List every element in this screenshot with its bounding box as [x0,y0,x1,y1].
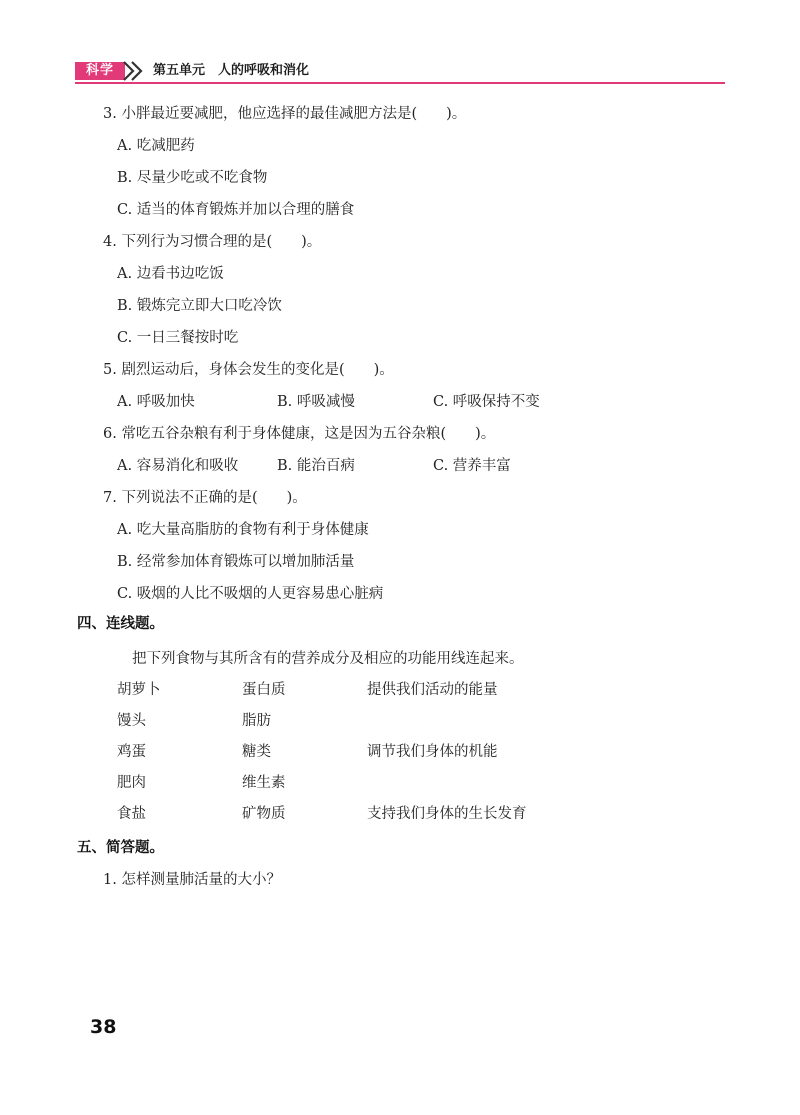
section-instruction: 把下列食物与其所含有的营养成分及相应的功能用线连起来。 [132,651,524,667]
unit-title: 第五单元 人的呼吸和消化 [153,63,310,78]
nutrient-item[interactable]: 蛋白质 [242,682,286,698]
function-item[interactable]: 支持我们身体的生长发育 [367,806,527,822]
question-stem: 1. 怎样测量肺活量的大小？ [103,872,281,888]
section-title: 五、简答题。 [77,840,164,856]
option-a: A. 呼吸加快 [117,394,195,410]
food-item[interactable]: 肥肉 [117,775,146,791]
option-a: A. 容易消化和吸收 [117,458,239,474]
answer-area[interactable] [103,900,723,1000]
question-stem: 4. 下列行为习惯合理的是( )。 [103,234,322,250]
question-stem: 3. 小胖最近要减肥，他应选择的最佳减肥方法是( )。 [103,106,467,122]
subject-tab: 科学 [75,62,125,80]
option-c: C. 呼吸保持不变 [433,394,540,410]
page-header [75,60,725,84]
nutrient-item[interactable]: 脂肪 [242,713,271,729]
option-b: B. 经常参加体育锻炼可以增加肺活量 [117,554,355,570]
function-item[interactable]: 调节我们身体的机能 [367,744,498,760]
food-item[interactable]: 食盐 [117,806,146,822]
option-b: B. 呼吸减慢 [277,394,355,410]
option-a: A. 吃减肥药 [117,138,195,154]
option-a: A. 边看书边吃饭 [117,266,224,282]
question-stem: 5. 剧烈运动后，身体会发生的变化是( )。 [103,362,394,378]
section-title: 四、连线题。 [77,616,164,632]
function-item[interactable]: 提供我们活动的能量 [367,682,498,698]
double-chevron-right-icon [121,60,147,82]
option-c: C. 吸烟的人比不吸烟的人更容易患心脏病 [117,586,384,602]
question-stem: 6. 常吃五谷杂粮有利于身体健康，这是因为五谷杂粮( )。 [103,426,496,442]
question-stem: 7. 下列说法不正确的是( )。 [103,490,307,506]
option-c: C. 营养丰富 [433,458,511,474]
food-item[interactable]: 鸡蛋 [117,744,146,760]
option-b: B. 尽量少吃或不吃食物 [117,170,268,186]
option-c: C. 一日三餐按时吃 [117,330,239,346]
food-item[interactable]: 胡萝卜 [117,682,161,698]
header-divider [75,82,725,84]
food-item[interactable]: 馒头 [117,713,146,729]
option-a: A. 吃大量高脂肪的食物有利于身体健康 [117,522,369,538]
nutrient-item[interactable]: 矿物质 [242,806,286,822]
nutrient-item[interactable]: 维生素 [242,775,286,791]
option-c: C. 适当的体育锻炼并加以合理的膳食 [117,202,355,218]
option-b: B. 锻炼完立即大口吃冷饮 [117,298,282,314]
option-b: B. 能治百病 [277,458,355,474]
page-number: 38 [90,1016,117,1038]
nutrient-item[interactable]: 糖类 [242,744,271,760]
